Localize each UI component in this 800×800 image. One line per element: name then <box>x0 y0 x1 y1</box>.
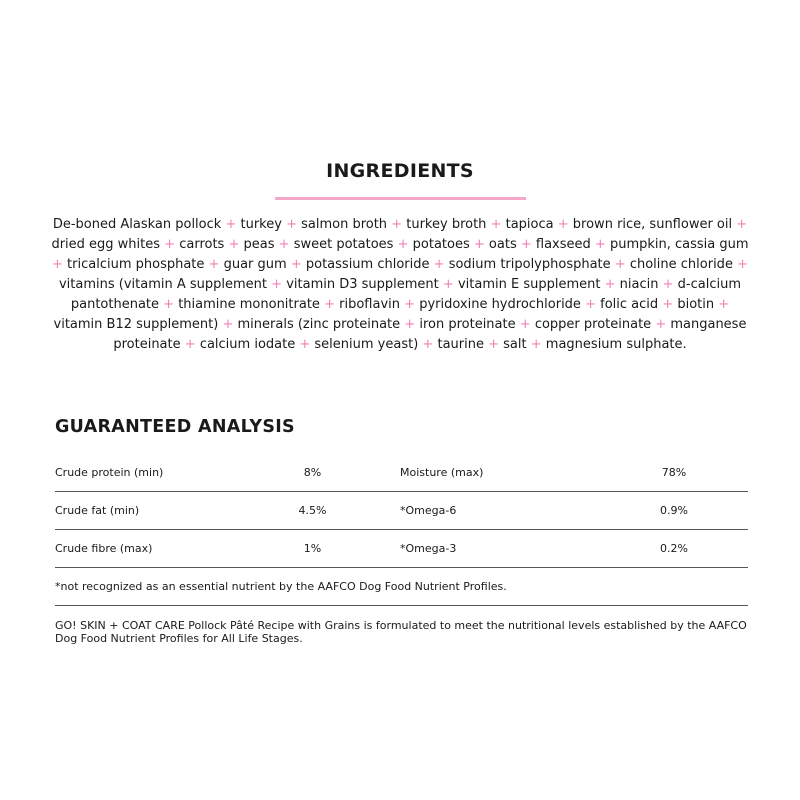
nutrient-name: *Omega-3 <box>400 530 600 568</box>
guaranteed-analysis-table <box>55 454 748 568</box>
ingredient-item: carrots <box>179 237 225 252</box>
ingredient-separator: + <box>225 217 237 232</box>
ingredient-separator: + <box>737 257 748 272</box>
ingredient-item: selenium yeast) <box>314 337 419 352</box>
ingredient-separator: + <box>324 297 335 312</box>
table-row <box>55 454 748 492</box>
ingredient-item: vitamin E supplement <box>457 277 601 292</box>
ingredient-separator: + <box>163 297 175 312</box>
ingredient-item: taurine <box>437 337 484 352</box>
ingredient-separator: + <box>662 297 674 312</box>
aafco-statement: GO! SKIN + COAT CARE Pollock Pâté Recipe with Grains is formulated to meet the nutritional levels established by the AAFCO Dog Food Nutrient Profiles for All Life Stages. <box>55 619 747 645</box>
ingredient-item: copper proteinate <box>534 317 652 332</box>
nutrient-value: 1% <box>245 530 400 568</box>
ingredient-separator: + <box>473 237 485 252</box>
ingredient-item: magnesium sulphate. <box>545 337 687 352</box>
ingredient-separator: + <box>520 237 532 252</box>
nutrient-value: 78% <box>600 454 748 492</box>
ingredient-separator: + <box>397 237 409 252</box>
ingredient-separator: + <box>228 237 240 252</box>
nutrient-name: Crude fat (min) <box>55 492 245 530</box>
ingredient-item: turkey <box>240 217 282 232</box>
table-row <box>55 492 748 530</box>
ingredient-separator: + <box>530 337 542 352</box>
nutrient-value: 8% <box>245 454 400 492</box>
ingredient-item: guar gum <box>223 257 287 272</box>
ingredient-separator: + <box>433 257 445 272</box>
ingredient-item: niacin <box>619 277 659 292</box>
ingredient-item: minerals (zinc proteinate <box>237 317 401 332</box>
nutrient-name: Moisture (max) <box>400 454 600 492</box>
ingredient-item: d-calcium pantothenate <box>70 277 741 312</box>
ingredient-separator: + <box>422 337 434 352</box>
ingredient-separator: + <box>718 297 730 312</box>
ingredient-item: folic acid <box>600 297 659 312</box>
ingredient-separator: + <box>488 337 500 352</box>
nutrient-value: 4.5% <box>245 492 400 530</box>
ingredient-separator: + <box>271 277 283 292</box>
ingredient-separator: + <box>184 337 196 352</box>
ingredient-separator: + <box>222 317 234 332</box>
ingredient-item: choline chloride <box>629 257 733 272</box>
ingredient-item: vitamins (vitamin A supplement <box>58 277 268 292</box>
table-row <box>55 530 748 568</box>
ingredient-item: thiamine mononitrate <box>178 297 320 312</box>
ingredient-item: manganese proteinate <box>113 317 747 352</box>
ingredient-separator: + <box>655 317 667 332</box>
ingredient-item: riboflavin <box>339 297 400 312</box>
ingredient-separator: + <box>490 217 502 232</box>
ingredient-separator: + <box>614 257 626 272</box>
ingredient-item: flaxseed <box>535 237 591 252</box>
ingredient-item: pumpkin, cassia gum <box>609 237 749 252</box>
ingredients-title: INGREDIENTS <box>326 160 474 182</box>
nutrient-name: Crude fibre (max) <box>55 530 245 568</box>
ingredient-item: brown rice, sunflower oil <box>572 217 733 232</box>
nutrient-name: *Omega-6 <box>400 492 600 530</box>
ingredient-item: De-boned Alaskan pollock <box>52 217 222 232</box>
ingredient-separator: + <box>662 277 674 292</box>
ingredient-separator: + <box>278 237 290 252</box>
ingredient-item: dried egg whites <box>51 237 161 252</box>
ingredient-item: sweet potatoes <box>293 237 394 252</box>
nutrient-name: Crude protein (min) <box>55 454 245 492</box>
title-underline <box>275 197 526 200</box>
ingredient-item: turkey broth <box>406 217 487 232</box>
ingredient-item: potassium chloride <box>305 257 430 272</box>
ingredient-item: biotin <box>677 297 715 312</box>
ingredient-separator: + <box>604 277 616 292</box>
nutrient-value: 0.9% <box>600 492 748 530</box>
ingredient-separator: + <box>442 277 454 292</box>
ingredient-separator: + <box>557 217 569 232</box>
ingredient-separator: + <box>286 217 297 232</box>
ingredient-item: vitamin B12 supplement) <box>53 317 219 332</box>
ingredient-separator: + <box>519 317 531 332</box>
ingredient-item: sodium tripolyphosphate <box>448 257 611 272</box>
ingredient-item: salmon broth <box>301 217 388 232</box>
ingredient-item: pyridoxine hydrochloride <box>419 297 581 312</box>
ingredient-item: vitamin D3 supplement <box>286 277 439 292</box>
ingredient-separator: + <box>404 317 416 332</box>
ingredient-separator: + <box>404 297 416 312</box>
ingredient-item: potatoes <box>412 237 470 252</box>
ingredient-separator: + <box>391 217 403 232</box>
ingredient-item: tricalcium phosphate <box>67 257 205 272</box>
footnote: *not recognized as an essential nutrient by the AAFCO Dog Food Nutrient Profiles. <box>55 568 748 606</box>
ingredient-separator: + <box>164 237 176 252</box>
ingredient-separator: + <box>52 257 63 272</box>
ingredient-separator: + <box>585 297 596 312</box>
ingredient-separator: + <box>290 257 302 272</box>
ingredient-item: salt <box>503 337 527 352</box>
ingredients-list <box>50 215 750 355</box>
ingredient-item: oats <box>488 237 517 252</box>
guaranteed-analysis-title: GUARANTEED ANALYSIS <box>55 417 295 437</box>
ingredient-item: calcium iodate <box>199 337 296 352</box>
ingredient-item: peas <box>243 237 275 252</box>
ingredient-item: tapioca <box>505 217 554 232</box>
nutrient-value: 0.2% <box>600 530 748 568</box>
ingredient-separator: + <box>594 237 606 252</box>
ingredient-item: iron proteinate <box>419 317 516 332</box>
ingredient-separator: + <box>208 257 220 272</box>
ingredient-separator: + <box>299 337 311 352</box>
ingredient-separator: + <box>736 217 748 232</box>
